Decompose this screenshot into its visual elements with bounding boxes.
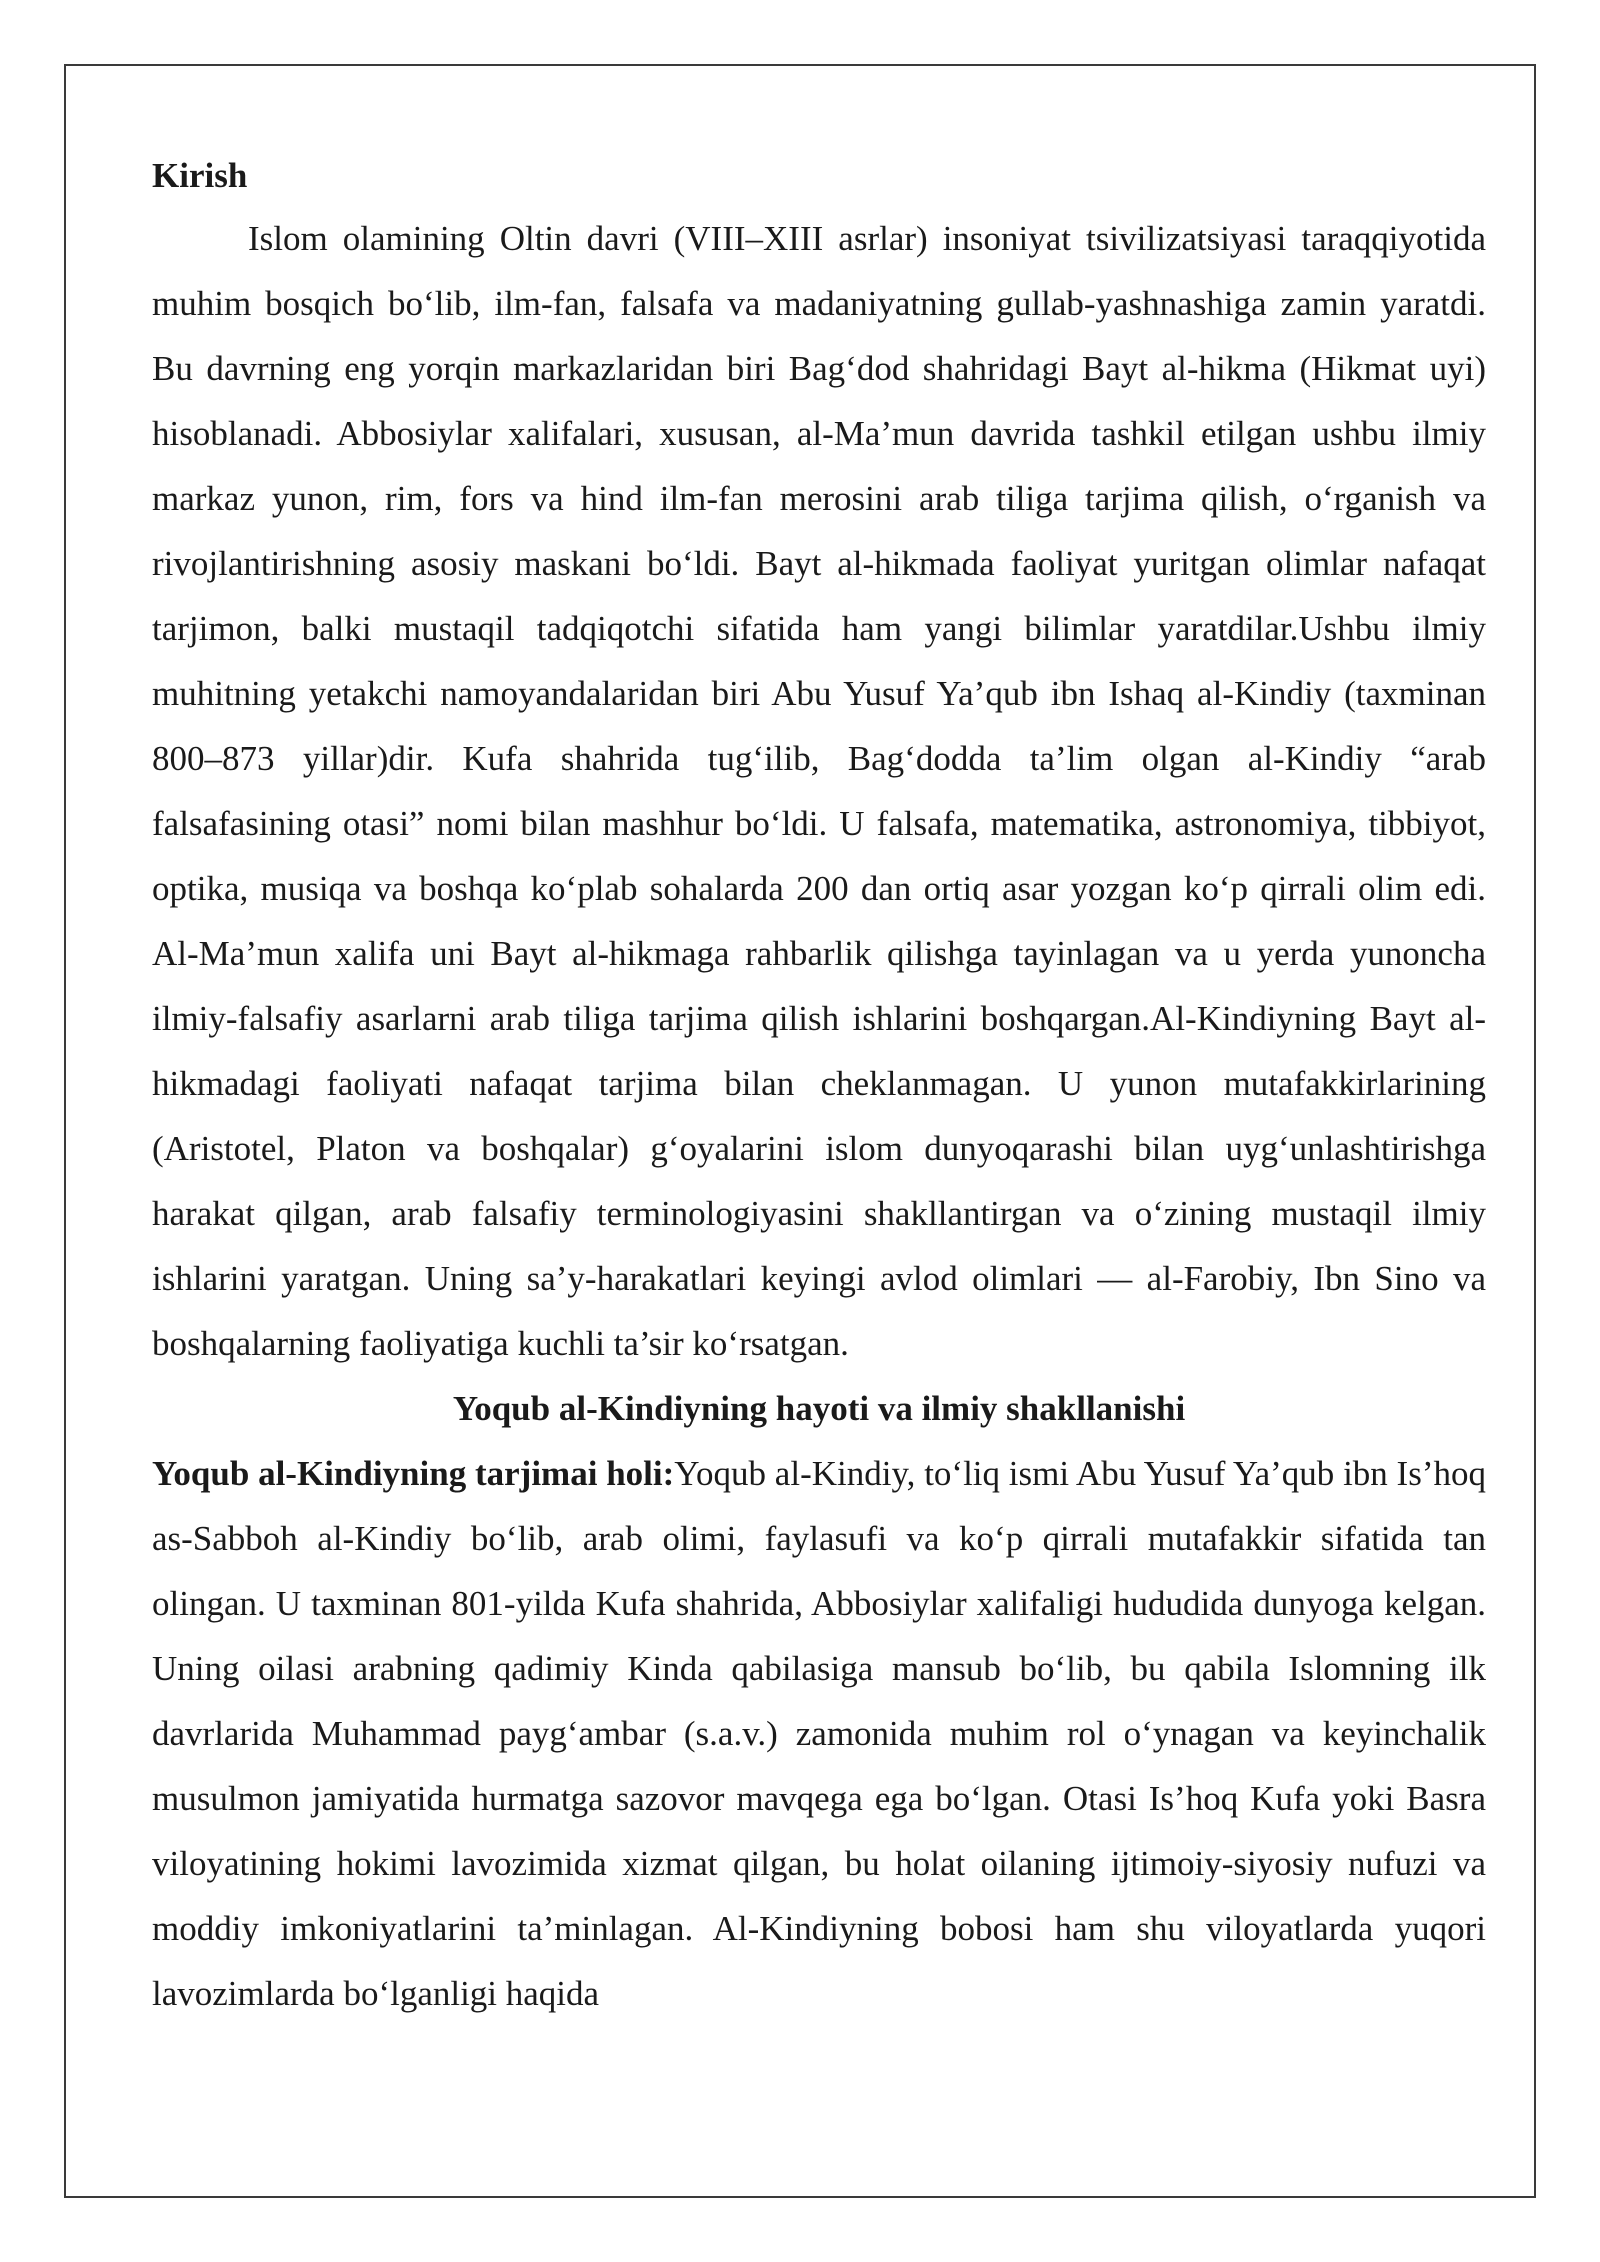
bio-lead: Yoqub al-Kindiyning tarjimai holi: (152, 1454, 675, 1493)
intro-paragraph: Islom olamining Oltin davri (VIII–XIII asrlar) insoniyat tsivilizatsiyasi taraqqiyotida muhim bosqich bo‘lib, ilm-fan, falsafa va madaniyatning gullab-yashnashiga zamin yaratdi. Bu davrning eng yorqin markazlaridan biri Bag‘dod shahridagi Bayt al-hikma (Hikmat uyi) hisoblanadi. Abbosiylar xalifalari, xususan, al-Ma’mun davrida tashkil etilgan ushbu ilmiy markaz yunon, rim, fors va hind ilm-fan merosini arab tiliga tarjima qilish, o‘rganish va rivojlantirishning asosiy maskani bo‘ldi. Bayt al-hikmada faoliyat yuritgan olimlar nafaqat tarjimon, balki mustaqil tadqiqotchi sifatida ham yangi bilimlar yaratdilar.Ushbu ilmiy muhitning yetakchi namoyandalaridan biri Abu Yusuf Ya’qub ibn Ishaq al-Kindiy (taxminan 800–873 yillar)dir. Kufa shahrida tug‘ilib, Bag‘dodda ta’lim olgan al-Kindiy “arab falsafasining otasi” nomi bilan mashhur bo‘ldi. U falsafa, matematika, astronomiya, tibbiyot, optika, musiqa va boshqa ko‘plab sohalarda 200 dan ortiq asar yozgan ko‘p qirrali olim edi. Al-Ma’mun xalifa uni Bayt al-hikmaga rahbarlik qilishga tayinlagan va u yerda yunoncha ilmiy-falsafiy asarlarni arab tiliga tarjima qilish ishlarini boshqargan.Al-Kindiyning Bayt al-hikmadagi faoliyati nafaqat tarjima bilan cheklanmagan. U yunon mutafakkirlarining (Aristotel, Platon va boshqalar) g‘oyalarini islom dunyoqarashi bilan uyg‘unlashtirishga harakat qilgan, arab falsafiy terminologiyasini shakllantirgan va o‘zining mustaqil ilmiy ishlarini yaratgan. Uning sa’y-harakatlari keyingi avlod olimlari — al-Farobiy, Ibn Sino va boshqalarning faoliyatiga kuchli ta’sir ko‘rsatgan. (152, 219, 1486, 1363)
document-body (152, 146, 1486, 2026)
section-heading: Yoqub al-Kindiyning hayoti va ilmiy shakllanishi (452, 1389, 1186, 1428)
intro-heading: Kirish (152, 156, 248, 195)
bio-paragraph (152, 1441, 1486, 2026)
bio-text: Yoqub al-Kindiy, to‘liq ismi Abu Yusuf Ya’qub ibn Is’hoq as-Sabboh al-Kindiy bo‘lib, arab olimi, faylasufi va ko‘p qirrali mutafakkir sifatida tan olingan. U taxminan 801-yilda Kufa shahrida, Abbosiylar xalifaligi hududida dunyoga kelgan. Uning oilasi arabning qadimiy Kinda qabilasiga mansub bo‘lib, bu qabila Islomning ilk davrlarida Muhammad payg‘ambar (s.a.v.) zamonida muhim rol o‘ynagan va keyinchalik musulmon jamiyatida hurmatga sazovor mavqega ega bo‘lgan. Otasi Is’hoq Kufa yoki Basra viloyatining hokimi lavozimida xizmat qilgan, bu holat oilaning ijtimoiy-siyosiy nufuzi va moddiy imkoniyatlarini ta’minlagan. Al-Kindiyning bobosi ham shu viloyatlarda yuqori lavozimlarda bo‘lganligi haqida (152, 1454, 1486, 2013)
